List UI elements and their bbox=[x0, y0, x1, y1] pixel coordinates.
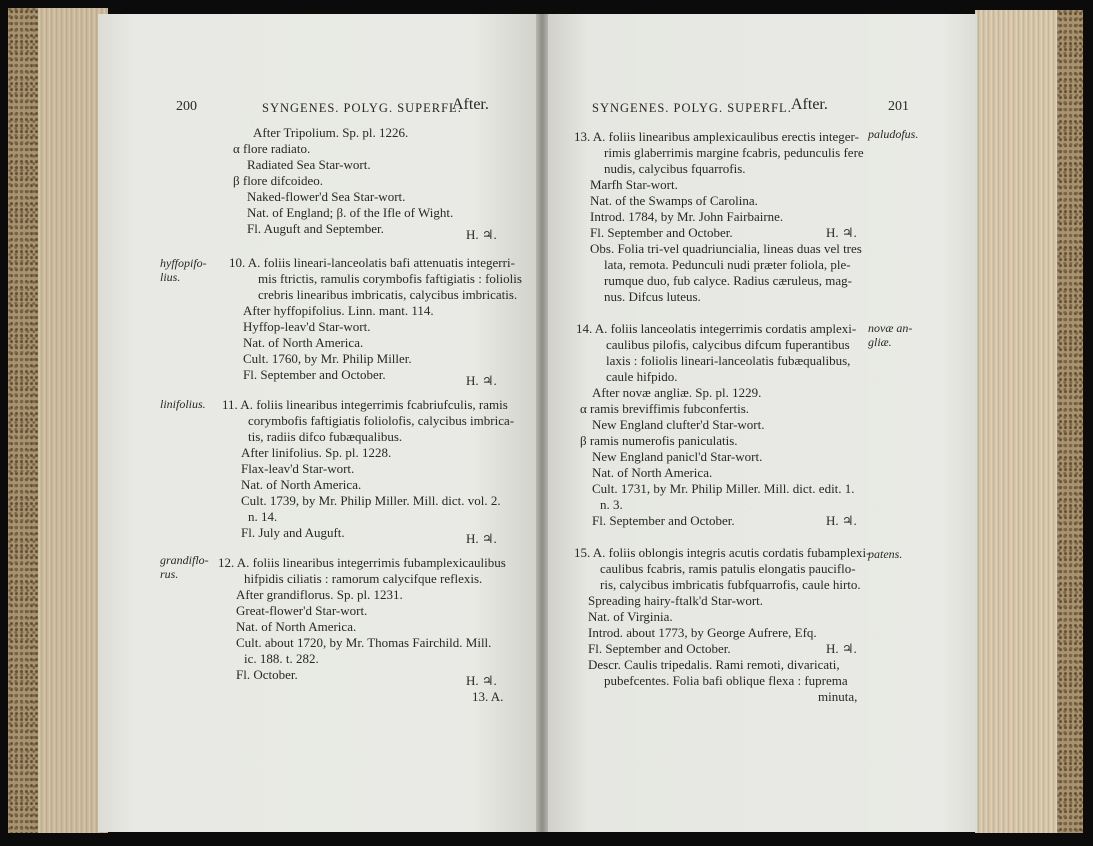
text-line: 15. A. foliis oblongis integris acutis cordatis fubamplexi- bbox=[574, 545, 871, 560]
text-line: Fl. July and Auguft. bbox=[241, 525, 345, 540]
text-line: After hyffopifolius. Linn. mant. 114. bbox=[243, 303, 434, 318]
text-line: H. ♃. bbox=[826, 641, 857, 656]
text-line: crebris linearibus imbricatis, calycibus imbricatis. bbox=[258, 287, 518, 302]
text-line: ic. 188. t. 282. bbox=[244, 651, 319, 666]
text-line: pubefcentes. Folia bafi oblique flexa : fuprema bbox=[604, 673, 848, 688]
text-line: n. 14. bbox=[248, 509, 278, 524]
text-line: Cult. 1739, by Mr. Philip Miller. Mill. dict. vol. 2. bbox=[241, 493, 501, 508]
text-line: H. ♃. bbox=[466, 373, 497, 388]
text-line: 10. A. foliis lineari-lanceolatis bafi attenuatis integerri- bbox=[229, 255, 515, 270]
margin-note: hyffopifo- bbox=[160, 256, 207, 270]
text-line: 13. A. foliis linearibus amplexicaulibus erectis integer- bbox=[574, 129, 859, 144]
text-line: Fl. September and October. bbox=[243, 367, 386, 382]
text-line: lata, remota. Pedunculi nudi præter foliola, ple- bbox=[604, 257, 851, 272]
running-head-genus: After. bbox=[452, 96, 489, 113]
text-line: H. ♃. bbox=[466, 531, 497, 546]
text-line: Hyffop-leav'd Star-wort. bbox=[243, 319, 371, 334]
text-line: Cult. 1760, by Mr. Philip Miller. bbox=[243, 351, 412, 366]
text-line: caulibus pilofis, calycibus difcum fuperantibus bbox=[606, 337, 850, 352]
text-line: Radiated Sea Star-wort. bbox=[247, 157, 371, 172]
text-line: 13. A. bbox=[472, 689, 504, 704]
text-line: corymbofis faftigiatis foliolofis, calycibus imbrica- bbox=[248, 413, 515, 428]
text-line: mis ftrictis, ramulis corymbofis faftigiatis : foliolis bbox=[258, 271, 522, 286]
text-line: New England clufter'd Star-wort. bbox=[592, 417, 765, 432]
text-line: nus. Difcus luteus. bbox=[604, 289, 701, 304]
text-line: Obs. Folia tri-vel quadriuncialia, lineas duas vel tres bbox=[590, 241, 862, 256]
text-line: nudis, calycibus fquarrofis. bbox=[604, 161, 746, 176]
book-fore-edge-left bbox=[8, 8, 108, 833]
text-line: Great-flower'd Star-wort. bbox=[236, 603, 368, 618]
text-line: Flax-leav'd Star-wort. bbox=[241, 461, 355, 476]
margin-note: grandiflo- bbox=[160, 553, 209, 567]
text-line: After novæ angliæ. Sp. pl. 1229. bbox=[592, 385, 762, 400]
page-number: 201 bbox=[888, 99, 909, 114]
text-line: Naked-flower'd Sea Star-wort. bbox=[247, 189, 406, 204]
margin-note: paludofus. bbox=[868, 127, 919, 141]
text-line: 14. A. foliis lanceolatis integerrimis cordatis amplexi- bbox=[576, 321, 857, 336]
text-line: After Tripolium. Sp. pl. 1226. bbox=[253, 125, 409, 140]
text-line: Nat. of North America. bbox=[241, 477, 362, 492]
text-line: Cult. about 1720, by Mr. Thomas Fairchild. Mill. bbox=[236, 635, 492, 650]
text-line: H. ♃. bbox=[826, 513, 857, 528]
book-fore-edge-right bbox=[975, 10, 1083, 833]
text-line: Introd. about 1773, by George Aufrere, Efq. bbox=[588, 625, 817, 640]
text-line: Introd. 1784, by Mr. John Fairbairne. bbox=[590, 209, 784, 224]
running-head: SYNGENES. POLYG. SUPERFL. bbox=[592, 101, 792, 115]
text-line: α ramis breviffimis fubconfertis. bbox=[580, 401, 750, 416]
text-line: tis, radiis difco fubæqualibus. bbox=[248, 429, 403, 444]
text-line: β flore difcoideo. bbox=[233, 173, 323, 188]
margin-note: lius. bbox=[160, 270, 181, 284]
margin-note: linifolius. bbox=[160, 397, 206, 411]
text-line: minuta, bbox=[818, 689, 858, 704]
text-line: Marfh Star-wort. bbox=[590, 177, 678, 192]
text-line: H. ♃. bbox=[466, 227, 497, 242]
text-line: Spreading hairy-ftalk'd Star-wort. bbox=[588, 593, 764, 608]
text-line: H. ♃. bbox=[466, 673, 497, 688]
running-head-genus: After. bbox=[791, 96, 828, 113]
text-line: α flore radiato. bbox=[233, 141, 311, 156]
text-line: caule hifpido. bbox=[606, 369, 678, 384]
text-line: After grandiflorus. Sp. pl. 1231. bbox=[236, 587, 403, 602]
text-line: 12. A. foliis linearibus integerrimis fubamplexicaulibus bbox=[218, 555, 506, 570]
text-line: Nat. of Virginia. bbox=[588, 609, 673, 624]
text-line: Fl. September and October. bbox=[590, 225, 733, 240]
text-line: Fl. Auguft and September. bbox=[247, 221, 384, 236]
margin-note: gliæ. bbox=[868, 335, 892, 349]
text-line: Fl. September and October. bbox=[592, 513, 735, 528]
margin-note: patens. bbox=[868, 547, 903, 561]
text-line: rimis glaberrimis margine fcabris, pedunculis fere bbox=[604, 145, 864, 160]
text-line: After linifolius. Sp. pl. 1228. bbox=[241, 445, 392, 460]
text-line: Descr. Caulis tripedalis. Rami remoti, divaricati, bbox=[588, 657, 840, 672]
text-line: n. 3. bbox=[600, 497, 623, 512]
running-head: SYNGENES. POLYG. SUPERFL. bbox=[262, 101, 462, 115]
text-line: Nat. of the Swamps of Carolina. bbox=[590, 193, 758, 208]
text-line: Cult. 1731, by Mr. Philip Miller. Mill. dict. edit. 1. bbox=[592, 481, 855, 496]
text-line: laxis : foliolis lineari-lanceolatis fubæqualibus, bbox=[606, 353, 851, 368]
text-line: rumque duo, fub calyce. Radius cæruleus, mag- bbox=[604, 273, 853, 288]
text-line: Nat. of North America. bbox=[243, 335, 364, 350]
text-line: 11. A. foliis linearibus integerrimis fcabriufculis, ramis bbox=[222, 397, 508, 412]
text-line: H. ♃. bbox=[826, 225, 857, 240]
margin-note: rus. bbox=[160, 567, 179, 581]
text-line: Fl. October. bbox=[236, 667, 298, 682]
text-line: ris, calycibus imbricatis fubfquarrofis, caule hirto. bbox=[600, 577, 861, 592]
text-line: caulibus fcabris, ramis patulis elongatis pauciflo- bbox=[600, 561, 856, 576]
margin-note: novæ an- bbox=[868, 321, 913, 335]
text-line: Nat. of North America. bbox=[592, 465, 713, 480]
text-line: β ramis numerofis paniculatis. bbox=[580, 433, 738, 448]
text-line: hifpidis ciliatis : ramorum calycifque reflexis. bbox=[244, 571, 483, 586]
text-line: Nat. of North America. bbox=[236, 619, 357, 634]
book-gutter bbox=[536, 14, 548, 832]
text-line: Nat. of England; β. of the Ifle of Wight. bbox=[247, 205, 454, 220]
text-line: Fl. September and October. bbox=[588, 641, 731, 656]
text-line: New England panicl'd Star-wort. bbox=[592, 449, 763, 464]
page-number: 200 bbox=[176, 99, 197, 114]
